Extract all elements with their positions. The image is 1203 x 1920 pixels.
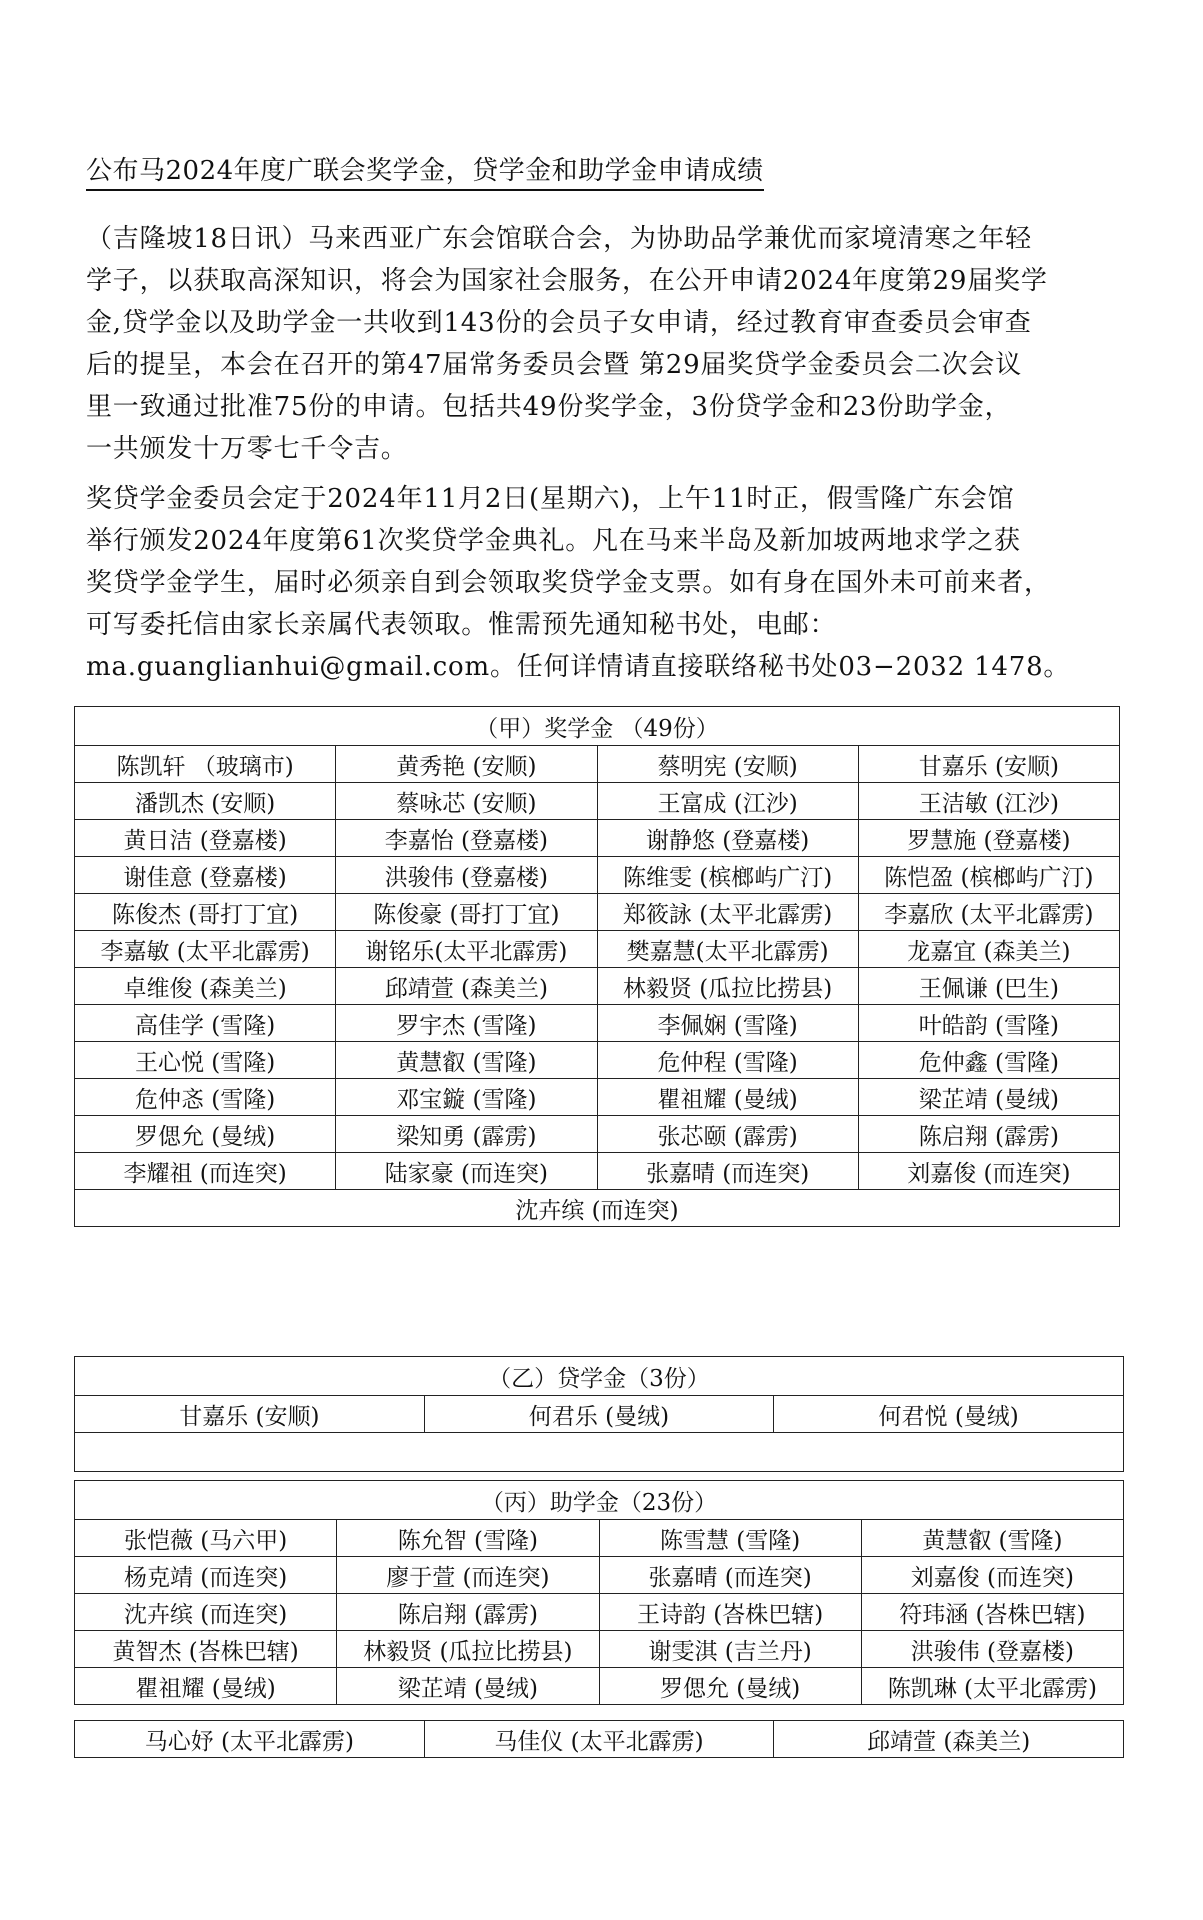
table-cell: 王富成 (江沙) [597,783,858,820]
table-cell: 杨克靖 (而连突) [75,1557,337,1594]
table-cell: 洪骏伟 (登嘉楼) [336,857,597,894]
table-cell: 危仲程 (雪隆) [597,1042,858,1079]
table-cell: 黄日洁 (登嘉楼) [75,820,336,857]
table-cell: 陆家豪 (而连突) [336,1153,597,1190]
table-cell: 罗宇杰 (雪隆) [336,1005,597,1042]
table-cell: 陈启翔 (霹雳) [858,1116,1119,1153]
table-cell: 陈俊豪 (哥打丁宜) [336,894,597,931]
table-row [75,1557,1124,1594]
table-row [75,857,1120,894]
table-cell: 卓维俊 (森美兰) [75,968,336,1005]
table-cell: 危仲忞 (雪隆) [75,1079,336,1116]
table-cell: 廖于萱 (而连突) [337,1557,599,1594]
table-row [75,1116,1120,1153]
table-cell: 黄慧叡 (雪隆) [861,1520,1123,1557]
table-cell: 谢雯淇 (吉兰丹) [599,1631,861,1668]
table-cell: 陈启翔 (霹雳) [337,1594,599,1631]
table-cell: 陈维雯 (槟榔屿广汀) [597,857,858,894]
table-cell: 张嘉晴 (而连突) [597,1153,858,1190]
paragraph-line: 一共颁发十万零七千令吉。 [86,434,408,464]
table-cell: 何君悦 (曼绒) [774,1396,1124,1433]
paragraph-line: 奖贷学金学生，届时必须亲自到会领取奖贷学金支票。如有身在国外未可前来者， [86,568,1051,598]
table-cell: 瞿祖耀 (曼绒) [597,1079,858,1116]
table-row [75,820,1120,857]
loan-table [74,1356,1124,1472]
table-row [75,1520,1124,1557]
table-row [75,968,1120,1005]
table-cell: 黄慧叡 (雪隆) [336,1042,597,1079]
paragraph-line: 里一致通过批准75份的申请。包括共49份奖学金，3份贷学金和23份助学金， [86,392,1012,422]
table-cell: 邱靖萱 (森美兰) [774,1721,1124,1758]
table-cell: 龙嘉宜 (森美兰) [858,931,1119,968]
table-cell: 林毅贤 (瓜拉比捞县) [337,1631,599,1668]
table-row [75,746,1120,783]
table-row [75,1631,1124,1668]
table-cell: 陈恺盈 (槟榔屿广汀) [858,857,1119,894]
paragraph-line: 奖贷学金委员会定于2024年11月2日(星期六)，上午11时正，假雪隆广东会馆 [86,484,1015,514]
table-cell: 张芯颐 (霹雳) [597,1116,858,1153]
table-cell: 黄秀艳 (安顺) [336,746,597,783]
table-cell: 梁知勇 (霹雳) [336,1116,597,1153]
table-row [75,1594,1124,1631]
table-row [75,783,1120,820]
table-cell: 黄智杰 (峇株巴辖) [75,1631,337,1668]
table-cell: 谢佳意 (登嘉楼) [75,857,336,894]
table-cell: 符玮涵 (峇株巴辖) [861,1594,1123,1631]
table-cell: 甘嘉乐 (安顺) [858,746,1119,783]
table-row [75,1042,1120,1079]
table-cell: 甘嘉乐 (安顺) [75,1396,425,1433]
table-cell: 王洁敏 (江沙) [858,783,1119,820]
table-cell: 陈雪慧 (雪隆) [599,1520,861,1557]
table-row [75,931,1120,968]
table-cell: 潘凯杰 (安顺) [75,783,336,820]
paragraph-line: 金,贷学金以及助学金一共收到143份的会员子女申请，经过教育审查委员会审查 [86,308,1032,338]
scholarship-header: （甲）奖学金 （49份） [75,707,1120,746]
table-cell: 樊嘉慧(太平北霹雳) [597,931,858,968]
paragraph-1 [86,218,1096,470]
table-cell: 王心悦 (雪隆) [75,1042,336,1079]
table-row [75,1668,1124,1705]
table-cell: 沈卉缤 (而连突) [75,1594,337,1631]
loan-header: （乙）贷学金（3份） [75,1357,1124,1396]
table-cell: 李佩娴 (雪隆) [597,1005,858,1042]
table-cell: 陈凯琳 (太平北霹雳) [861,1668,1123,1705]
table-cell: 罗偲允 (曼绒) [599,1668,861,1705]
table-cell: 邱靖萱 (森美兰) [336,968,597,1005]
table-cell: 罗偲允 (曼绒) [75,1116,336,1153]
table-cell: 叶皓韵 (雪隆) [858,1005,1119,1042]
table-cell: 沈卉缤 (而连突) [75,1190,1120,1227]
bursary-last-row-table [74,1720,1124,1758]
table-row [75,1396,1124,1433]
table-cell: 陈俊杰 (哥打丁宜) [75,894,336,931]
table-cell: 何君乐 (曼绒) [424,1396,774,1433]
table-row [75,894,1120,931]
table-row [75,1190,1120,1227]
paragraph-line: 后的提呈，本会在召开的第47届常务委员会暨 第29届奖贷学金委员会二次会议 [86,350,1023,380]
table-cell: 王诗韵 (峇株巴辖) [599,1594,861,1631]
table-cell: 张嘉晴 (而连突) [599,1557,861,1594]
paragraph-line: 可写委托信由家长亲属代表领取。惟需预先通知秘书处，电邮： [86,610,837,640]
scholarship-table [74,706,1120,1227]
table-cell: 李嘉敏 (太平北霹雳) [75,931,336,968]
paragraph-line: ma.guanglianhui@gmail.com。任何详情请直接联络秘书处03−2032 1478。 [86,652,1071,682]
bursary-header: （丙）助学金（23份） [75,1481,1124,1520]
table-cell: 谢静悠 (登嘉楼) [597,820,858,857]
table-cell: 蔡明宪 (安顺) [597,746,858,783]
table-cell: 高佳学 (雪隆) [75,1005,336,1042]
empty-row [75,1433,1124,1472]
table-cell: 梁芷靖 (曼绒) [337,1668,599,1705]
bursary-table [74,1480,1124,1705]
article-title: 公布马2024年度广联会奖学金，贷学金和助学金申请成绩 [86,150,764,191]
table-cell: 王佩谦 (巴生) [858,968,1119,1005]
table-cell: 马心妤 (太平北霹雳) [75,1721,425,1758]
table-cell: 罗慧施 (登嘉楼) [858,820,1119,857]
table-cell: 梁芷靖 (曼绒) [858,1079,1119,1116]
table-cell: 李嘉怡 (登嘉楼) [336,820,597,857]
table-cell: 邓宝鏇 (雪隆) [336,1079,597,1116]
table-cell: 蔡咏芯 (安顺) [336,783,597,820]
table-cell: 瞿祖耀 (曼绒) [75,1668,337,1705]
table-cell: 李嘉欣 (太平北霹雳) [858,894,1119,931]
table-row [75,1005,1120,1042]
table-cell: 马佳仪 (太平北霹雳) [424,1721,774,1758]
table-row [75,1721,1124,1758]
paragraph-2 [86,478,1096,688]
table-cell: 刘嘉俊 (而连突) [858,1153,1119,1190]
table-row [75,1153,1120,1190]
table-cell: 谢铭乐(太平北霹雳) [336,931,597,968]
table-cell: 李耀祖 (而连突) [75,1153,336,1190]
table-cell: 陈凯轩 （玻璃市) [75,746,336,783]
table-cell: 危仲鑫 (雪隆) [858,1042,1119,1079]
paragraph-line: 学子，以获取高深知识，将会为国家社会服务，在公开申请2024年度第29届奖学 [86,266,1048,296]
table-cell: 陈允智 (雪隆) [337,1520,599,1557]
table-cell: 洪骏伟 (登嘉楼) [861,1631,1123,1668]
table-cell: 张恺薇 (马六甲) [75,1520,337,1557]
table-row [75,1079,1120,1116]
paragraph-line: （吉隆坡18日讯）马来西亚广东会馆联合会，为协助品学兼优而家境清寒之年轻 [86,224,1032,254]
table-cell: 林毅贤 (瓜拉比捞县) [597,968,858,1005]
table-cell: 刘嘉俊 (而连突) [861,1557,1123,1594]
paragraph-line: 举行颁发2024年度第61次奖贷学金典礼。凡在马来半岛及新加坡两地求学之获 [86,526,1021,556]
table-cell: 郑筱詠 (太平北霹雳) [597,894,858,931]
